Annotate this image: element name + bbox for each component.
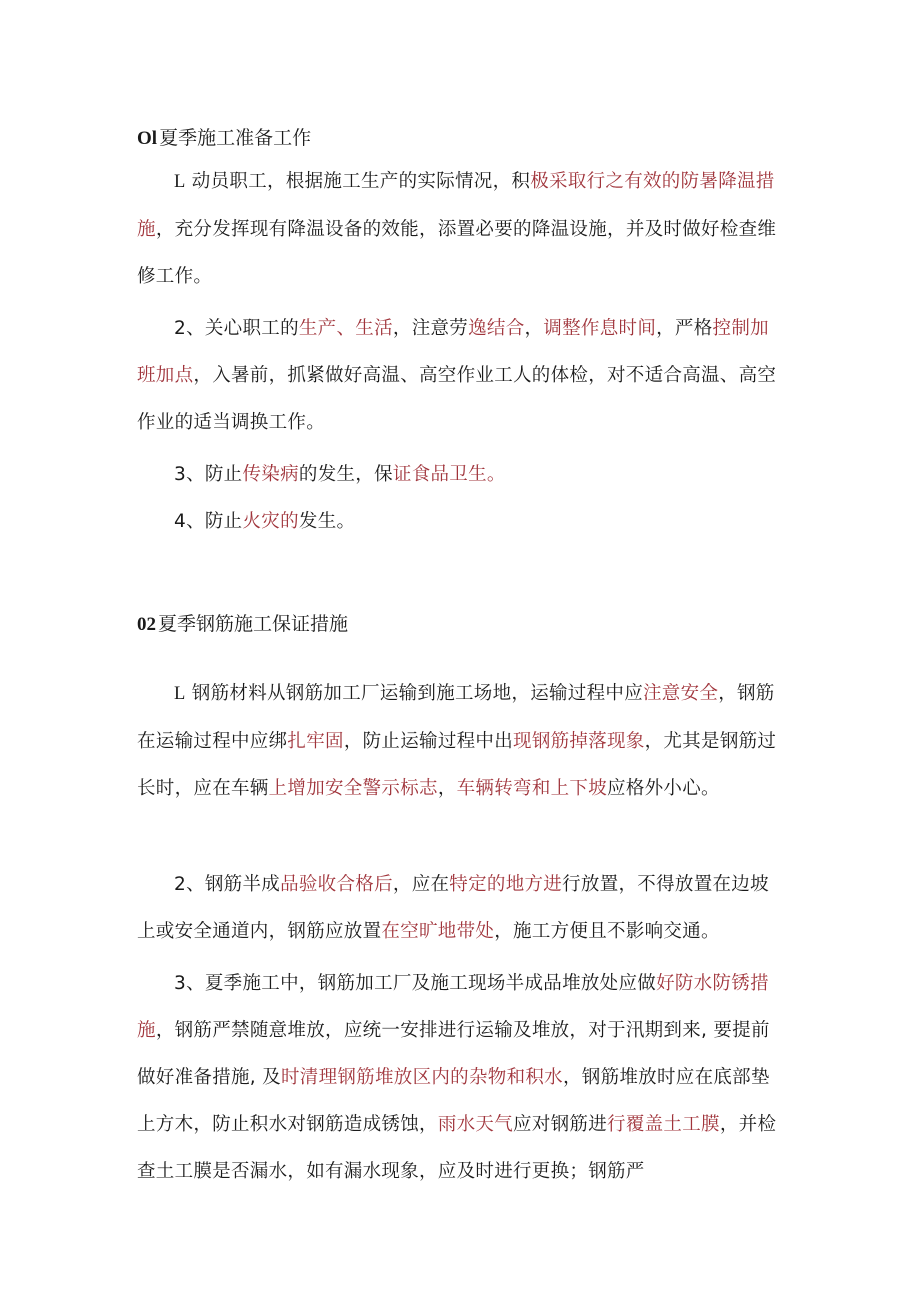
highlighted-text: 控制加班加点 — [137, 318, 769, 386]
body-text: ，施工方便且不影响交通。 — [494, 921, 720, 942]
highlighted-text: 在空旷地带处 — [381, 921, 495, 942]
highlighted-text: 特定的地方进 — [449, 874, 563, 895]
section-2-paragraph-3 — [137, 960, 787, 1195]
body-text: 发生。 — [298, 511, 356, 532]
body-text: ，钢筋严禁随意堆放，应统一安排进行运输及堆放，对于汛期到来, 要提前做好准备措施, 及 — [137, 1020, 770, 1088]
body-text: 3、防止 — [174, 464, 243, 485]
section-2-heading — [137, 612, 348, 637]
body-text: ，入暑前，抓紧做好高温、高空作业工人的体检，对不适合高温、高空作业的适当调换工作。 — [137, 365, 777, 433]
highlighted-text: 上增加安全警示标志 — [268, 778, 438, 799]
section-2-title: 夏季钢筋施工保证措施 — [158, 613, 349, 635]
highlighted-text: 调整作息时间 — [543, 318, 657, 339]
section-1-heading — [137, 126, 311, 151]
highlighted-text: 现钢筋掉落现象 — [513, 731, 645, 752]
body-text: 动员职工，根据施工生产的实际情况，积 — [185, 171, 531, 192]
body-text: ，充分发挥现有降温设备的效能，添置必要的降温设施，并及时做好检查维修工作。 — [137, 219, 777, 287]
highlighted-text: 传染病 — [242, 464, 299, 485]
body-text: ，应在 — [392, 874, 450, 895]
highlighted-text: 注意安全 — [643, 683, 719, 704]
section-2-paragraph-2 — [137, 861, 787, 955]
body-text: ，钢筋堆放时应在底部垫上方木，防止积水对钢筋造成锈蚀， — [137, 1067, 770, 1135]
highlighted-text: 扎牢固 — [287, 731, 344, 752]
section-2-paragraph-1 — [137, 670, 787, 812]
body-text: ，防止运输过程中出 — [343, 731, 514, 752]
body-text: 应格外小心。 — [607, 778, 720, 799]
body-text: ，注意劳 — [392, 318, 469, 339]
section-2-number: 02 — [137, 614, 156, 635]
highlighted-text: 品验收合格后 — [280, 874, 393, 895]
highlighted-text: 火灾的 — [242, 511, 299, 532]
body-text: 应对钢筋进 — [513, 1114, 608, 1135]
body-text: 2、钢筋半成 — [174, 874, 281, 895]
section-1-paragraph-1 — [137, 158, 787, 300]
body-text: 4、防止 — [174, 511, 243, 532]
highlighted-text: 时清理钢筋堆放区内的杂物和积水 — [280, 1067, 563, 1088]
body-text: 2、关心职工的 — [174, 318, 299, 339]
highlighted-text: 雨水天气 — [437, 1114, 514, 1135]
section-1-paragraph-2 — [137, 305, 787, 446]
body-text: ，钢筋在运输过程中应绑 — [137, 683, 775, 752]
highlighted-text: 车辆转弯和上下坡 — [456, 778, 608, 799]
highlighted-text: 行覆盖土工膜 — [607, 1114, 720, 1135]
body-text: ， — [524, 318, 544, 339]
section-1-paragraph-4 — [137, 498, 787, 545]
section-1-paragraph-3 — [137, 451, 787, 498]
highlighted-text: 生产、生活 — [298, 318, 393, 339]
highlighted-text: 极采取行之有效的防暑降温措施 — [137, 171, 775, 240]
section-1-title: 夏季施工准备工作 — [159, 127, 312, 149]
body-text: 3、夏季施工中，钢筋加工厂及施工现场半成品堆放处应做 — [174, 973, 657, 994]
body-text: ，尤其是钢筋过长时，应在车辆 — [137, 731, 777, 799]
body-text: 钢筋材料从钢筋加工厂运输到施工场地，运输过程中应 — [185, 683, 643, 704]
body-text: 行放置，不得放置在边坡上或安全通道内，钢筋应放置 — [137, 874, 769, 942]
highlighted-text: 证食品卫生。 — [392, 464, 506, 485]
body-text: ，并检查土工膜是否漏水，如有漏水现象，应及时进行更换；钢筋严 — [137, 1114, 777, 1182]
body-text: ， — [437, 778, 457, 799]
highlighted-text: 逸结合 — [468, 318, 525, 339]
list-marker: L — [174, 172, 186, 192]
highlighted-text: 好防水防锈措施 — [137, 973, 769, 1041]
body-text: 的发生，保 — [298, 464, 393, 485]
body-text: ，严格 — [656, 318, 713, 339]
section-1-number: Ol — [137, 128, 158, 149]
list-marker: L — [174, 684, 186, 704]
